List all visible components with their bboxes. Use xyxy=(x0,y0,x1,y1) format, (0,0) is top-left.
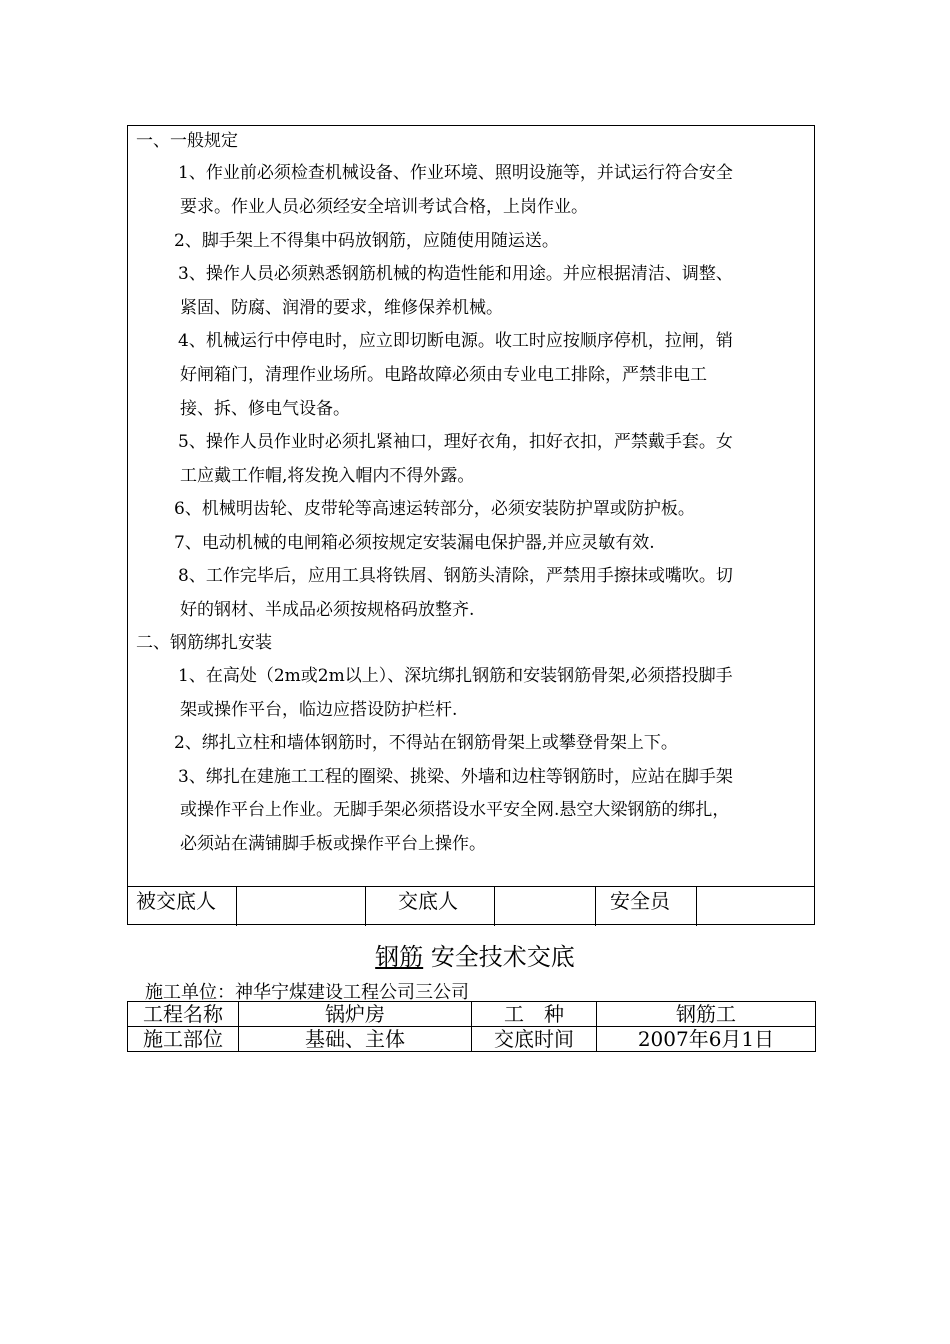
presenter-label: 交底人 xyxy=(398,889,458,913)
section1-line: 工应戴工作帽,将发挽入帽内不得外露。 xyxy=(180,466,475,486)
location-label: 施工部位 xyxy=(128,1027,239,1052)
table-row xyxy=(128,1002,816,1027)
section1-line: 接、拆、修电气设备。 xyxy=(180,399,350,419)
table-row xyxy=(128,1027,816,1052)
date-value: 2007年6月1日 xyxy=(597,1027,816,1052)
location-value: 基础、主体 xyxy=(239,1027,472,1052)
presenter-field[interactable] xyxy=(495,887,595,926)
section1-line: 4、机械运行中停电时，应立即切断电源。收工时应按顺序停机，拉闸，销 xyxy=(178,331,733,351)
section1-line: 1、作业前必须检查机械设备、作业环境、照明设施等，并试运行符合安全 xyxy=(178,163,733,183)
date-label: 交底时间 xyxy=(472,1027,597,1052)
recipient-field[interactable] xyxy=(237,887,365,926)
section1-line: 3、操作人员必须熟悉钢筋机械的构造性能和用途。并应根据清洁、调整、 xyxy=(178,264,733,284)
section1-line: 2、脚手架上不得集中码放钢筋，应随使用随运送。 xyxy=(174,231,559,251)
safety-officer-field[interactable] xyxy=(697,887,814,926)
section2-line: 架或操作平台，临边应搭设防护栏杆. xyxy=(180,700,458,720)
safety-content-box xyxy=(127,125,815,925)
construction-unit: 施工单位：神华宁煤建设工程公司三公司 xyxy=(145,982,469,1003)
section2-line: 3、绑扎在建施工工程的圈梁、挑梁、外墙和边柱等钢筋时，应站在脚手架 xyxy=(178,767,733,787)
section1-line: 7、电动机械的电闸箱必须按规定安装漏电保护器,并应灵敏有效. xyxy=(174,533,655,553)
safety-officer-label: 安全员 xyxy=(610,889,670,913)
title-trade: 钢筋 xyxy=(375,943,424,971)
section2-line: 2、绑扎立柱和墙体钢筋时，不得站在钢筋骨架上或攀登骨架上下。 xyxy=(174,733,678,753)
project-info-table xyxy=(127,1001,816,1052)
section1-line: 要求。作业人员必须经安全培训考试合格，上岗作业。 xyxy=(180,197,588,217)
signature-row xyxy=(128,886,814,926)
project-name-label: 工程名称 xyxy=(128,1002,239,1027)
document-title xyxy=(0,937,950,972)
section1-line: 8、工作完毕后，应用工具将铁屑、钢筋头清除，严禁用手擦抹或嘴吹。切 xyxy=(178,566,733,586)
section1-line: 5、操作人员作业时必须扎紧袖口，理好衣角，扣好衣扣，严禁戴手套。女 xyxy=(178,432,733,452)
section2-line: 或操作平台上作业。无脚手架必须搭设水平安全网.悬空大梁钢筋的绑扎， xyxy=(180,800,730,820)
title-rest: 安全技术交底 xyxy=(430,943,575,971)
recipient-label: 被交底人 xyxy=(136,889,216,913)
trade-label: 工 种 xyxy=(472,1002,597,1027)
section2-line: 1、在高处（2m或2m以上）、深坑绑扎钢筋和安装钢筋骨架,必须搭投脚手 xyxy=(178,666,733,686)
section1-line: 紧固、防腐、润滑的要求，维修保养机械。 xyxy=(180,298,503,318)
section1-line: 6、机械明齿轮、皮带轮等高速运转部分，必须安装防护罩或防护板。 xyxy=(174,499,695,519)
section1-line: 好闸箱门，清理作业场所。电路故障必须由专业电工排除，严禁非电工 xyxy=(180,365,707,385)
section2-line: 必须站在满铺脚手板或操作平台上操作。 xyxy=(180,834,486,854)
section1-line: 好的钢材、半成品必须按规格码放整齐. xyxy=(180,600,475,620)
section2-heading: 二、钢筋绑扎安装 xyxy=(136,633,272,653)
trade-value: 钢筋工 xyxy=(597,1002,816,1027)
project-name-value: 锅炉房 xyxy=(239,1002,472,1027)
section1-heading: 一、一般规定 xyxy=(136,131,238,151)
